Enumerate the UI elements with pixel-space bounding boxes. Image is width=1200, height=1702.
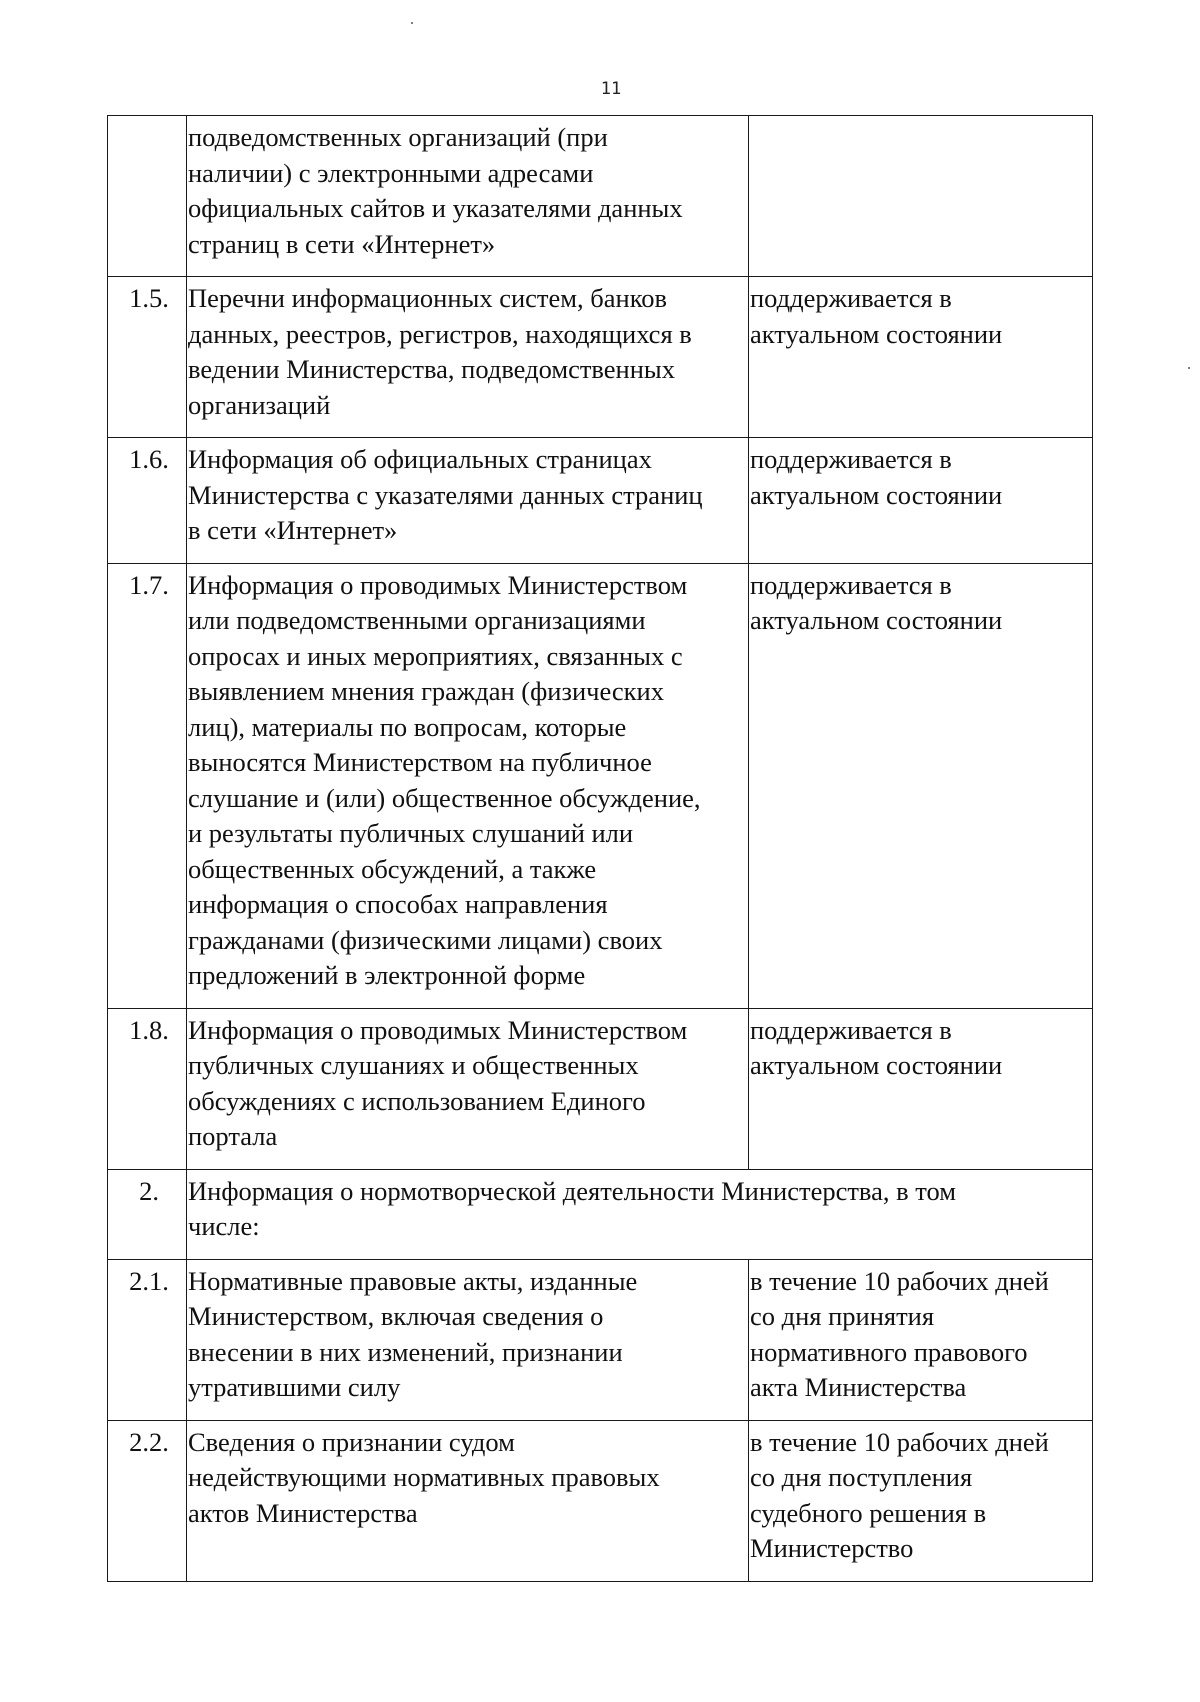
description-line: внесении в них изменений, признании [188, 1336, 623, 1367]
description-line: в сети «Интернет» [188, 515, 398, 545]
row-number: 1.8. [108, 1008, 187, 1169]
description-line: организаций [188, 389, 331, 420]
description-line: Информация о нормотворческой деятельности Министерства, в том [188, 1175, 956, 1206]
term-line: нормативного правового [750, 1336, 1028, 1367]
description-line: Информация об официальных страницах [188, 444, 652, 474]
row-description [187, 1259, 749, 1420]
table-row [108, 277, 1093, 438]
description-line: предложений в электронной форме [188, 960, 586, 990]
row-description [187, 563, 749, 1008]
term-line: со дня принятия [750, 1301, 935, 1331]
term-line: актуальном состоянии [750, 479, 1003, 510]
description-line: выносятся Министерством на публичное [188, 747, 652, 777]
table-row [108, 1008, 1093, 1169]
row-term [749, 1420, 1093, 1581]
term-line: со дня поступления [750, 1462, 973, 1492]
description-line: или подведомственными организациями [188, 605, 646, 635]
row-number: 2.2. [108, 1420, 187, 1581]
term-line: поддерживается в [750, 444, 952, 474]
description-line: данных, реестров, регистров, находящихся в [188, 318, 692, 349]
disclosure-table [107, 115, 1093, 1582]
term-line: акта Министерства [750, 1372, 967, 1402]
row-term [749, 116, 1093, 277]
scan-speck [411, 22, 413, 24]
description-line: лиц), материалы по вопросам, которые [188, 711, 627, 742]
description-line: Перечни информационных систем, банков [188, 283, 667, 313]
row-number: 2. [108, 1169, 187, 1259]
row-number: 1.7. [108, 563, 187, 1008]
description-line: информация о способах направления [188, 889, 608, 919]
description-line: Министерством, включая сведения о [188, 1301, 604, 1331]
row-number: 1.6. [108, 438, 187, 564]
table-row [108, 438, 1093, 564]
row-number: 2.1. [108, 1259, 187, 1420]
description-line: Нормативные правовые акты, изданные [188, 1265, 638, 1296]
row-term [749, 563, 1093, 1008]
description-line: числе: [188, 1211, 260, 1241]
term-line: в течение 10 рабочих дней [750, 1265, 1049, 1296]
term-line: поддерживается в [750, 283, 952, 313]
row-number: 1.5. [108, 277, 187, 438]
description-line: выявлением мнения граждан (физических [188, 676, 664, 706]
term-line: поддерживается в [750, 1014, 952, 1045]
table-row [108, 563, 1093, 1008]
description-line: наличии) с электронными адресами [188, 157, 594, 188]
page-number: 11 [600, 79, 622, 99]
description-line: официальных сайтов и указателями данных [188, 193, 683, 223]
table-row [108, 116, 1093, 277]
table-body [108, 116, 1093, 1582]
description-line: подведомственных организаций (при [188, 122, 608, 152]
description-line: ведении Министерства, подведомственных [188, 354, 675, 384]
description-line: гражданами (физическими лицами) своих [188, 924, 663, 955]
term-line: актуальном состоянии [750, 605, 1003, 635]
term-line: поддерживается в [750, 569, 952, 600]
row-description [187, 277, 749, 438]
row-term [749, 1008, 1093, 1169]
description-line: слушание и (или) общественное обсуждение, [188, 782, 701, 813]
table-row [108, 1169, 1093, 1259]
term-line: Министерство [750, 1533, 914, 1563]
description-line: опросах и иных мероприятиях, связанных с [188, 640, 683, 671]
description-line: утратившими силу [188, 1372, 401, 1402]
table-row [108, 1420, 1093, 1581]
term-line: актуальном состоянии [750, 318, 1003, 349]
row-description [187, 1008, 749, 1169]
term-line: актуальном состоянии [750, 1050, 1003, 1080]
row-description [187, 1420, 749, 1581]
term-line: в течение 10 рабочих дней [750, 1426, 1049, 1457]
description-line: страниц в сети «Интернет» [188, 228, 496, 259]
section-heading [187, 1169, 1093, 1259]
description-line: Министерства с указателями данных страниц [188, 479, 703, 510]
row-description [187, 438, 749, 564]
description-line: портала [188, 1121, 278, 1151]
scan-speck [1188, 367, 1190, 369]
description-line: недействующими нормативных правовых [188, 1462, 660, 1492]
description-line: общественных обсуждений, а также [188, 853, 597, 884]
description-line: Информация о проводимых Министерством [188, 1014, 688, 1045]
description-line: и результаты публичных слушаний или [188, 818, 634, 848]
description-line: публичных слушаниях и общественных [188, 1050, 639, 1080]
row-term [749, 438, 1093, 564]
description-line: обсуждениях с использованием Единого [188, 1085, 646, 1116]
term-line: судебного решения в [750, 1497, 987, 1528]
row-number [108, 116, 187, 277]
row-term [749, 1259, 1093, 1420]
description-line: Информация о проводимых Министерством [188, 569, 688, 600]
description-line: актов Министерства [188, 1497, 418, 1528]
row-description [187, 116, 749, 277]
row-term [749, 277, 1093, 438]
table-row [108, 1259, 1093, 1420]
description-line: Сведения о признании судом [188, 1426, 515, 1457]
